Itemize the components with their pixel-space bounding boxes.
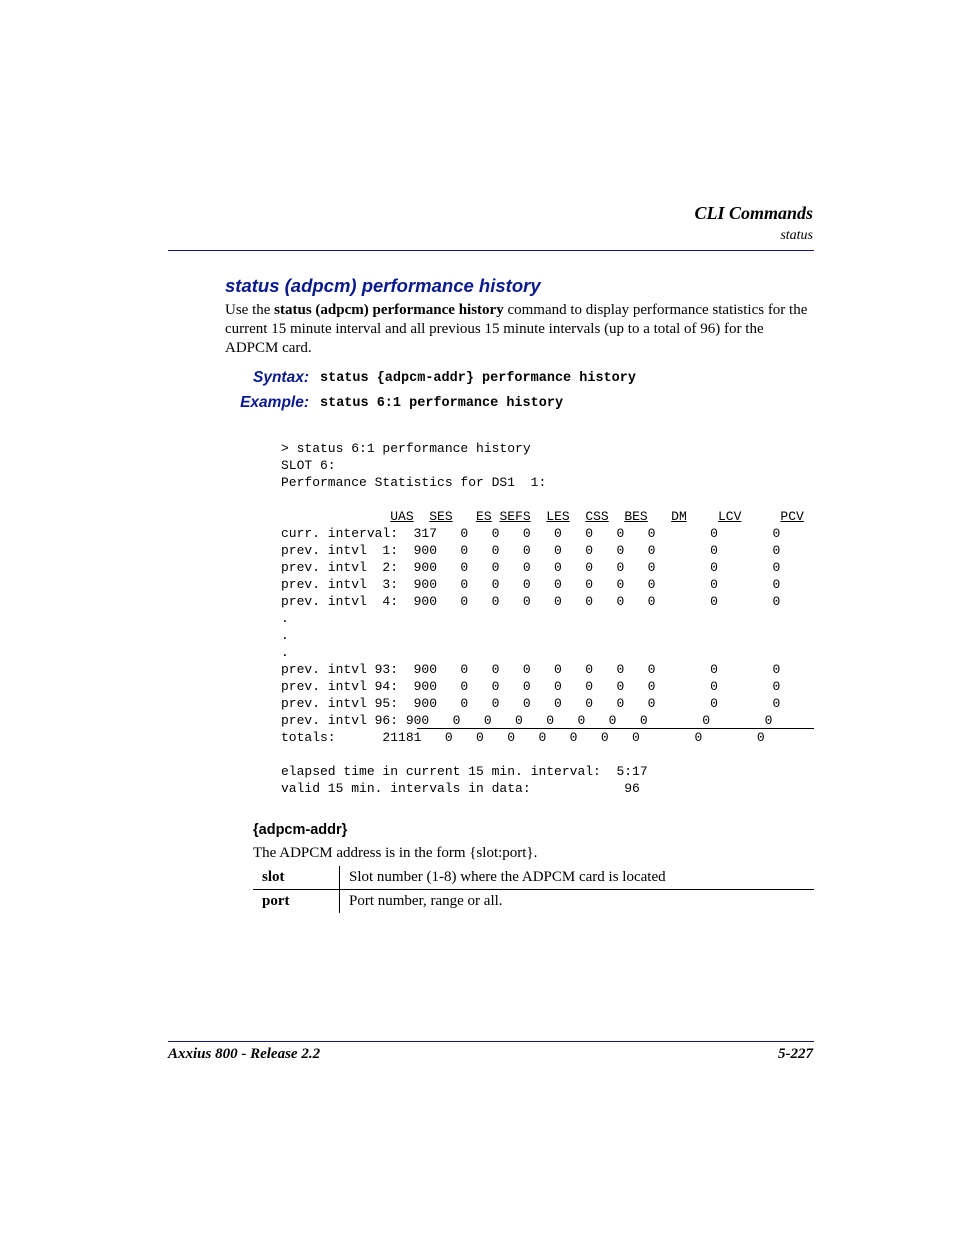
header-rule bbox=[168, 250, 814, 251]
col-pcv: PCV bbox=[780, 509, 804, 524]
output-ellipsis: . bbox=[281, 611, 289, 626]
output-ellipsis: . bbox=[281, 628, 289, 643]
param-key: slot bbox=[253, 866, 340, 890]
output-column-header bbox=[281, 508, 804, 525]
param-key: port bbox=[253, 890, 340, 914]
output-row: prev. intvl 95: 900 0 0 0 0 0 0 0 0 0 bbox=[281, 696, 781, 711]
param-value: Port number, range or all. bbox=[349, 893, 503, 909]
intro-text-post: command to display performance statistics for the current 15 minute interval and all previous 15 minute intervals (up to a total of 96) for the ADPCM card. bbox=[225, 302, 808, 356]
running-header-title: CLI Commands bbox=[694, 203, 813, 223]
totals-underline bbox=[417, 728, 814, 729]
footer-page-number: 5-227 bbox=[778, 1046, 813, 1062]
command-output bbox=[281, 440, 804, 797]
col-sefs: SEFS bbox=[499, 509, 531, 524]
example-command: status 6:1 performance history bbox=[320, 396, 564, 411]
output-row: prev. intvl 4: 900 0 0 0 0 0 0 0 0 0 bbox=[281, 594, 781, 609]
running-header-subtitle: status bbox=[780, 228, 813, 243]
col-dm: DM bbox=[671, 509, 687, 524]
output-elapsed: elapsed time in current 15 min. interval: 5:17 bbox=[281, 764, 648, 779]
output-row: prev. intvl 3: 900 0 0 0 0 0 0 0 0 0 bbox=[281, 577, 781, 592]
col-bes: BES bbox=[624, 509, 648, 524]
output-line: Performance Statistics for DS1 1: bbox=[281, 475, 547, 490]
output-valid: valid 15 min. intervals in data: 96 bbox=[281, 781, 640, 796]
syntax-label: Syntax: bbox=[253, 369, 309, 386]
output-row: prev. intvl 1: 900 0 0 0 0 0 0 0 0 0 bbox=[281, 543, 781, 558]
intro-command-name: status (adpcm) performance history bbox=[274, 302, 504, 318]
table-row bbox=[253, 890, 814, 914]
output-blank bbox=[281, 491, 804, 508]
footer-product: Axxius 800 - Release 2.2 bbox=[168, 1046, 321, 1062]
example-label: Example: bbox=[240, 394, 309, 411]
param-value: Slot number (1-8) where the ADPCM card is located bbox=[340, 866, 815, 890]
syntax-command: status {adpcm-addr} performance history bbox=[320, 371, 636, 386]
col-css: CSS bbox=[585, 509, 609, 524]
intro-paragraph bbox=[225, 301, 814, 358]
output-row: curr. interval: 317 0 0 0 0 0 0 0 0 0 bbox=[281, 526, 781, 541]
col-ses: SES bbox=[429, 509, 453, 524]
col-uas: UAS bbox=[390, 509, 414, 524]
output-row: prev. intvl 2: 900 0 0 0 0 0 0 0 0 0 bbox=[281, 560, 781, 575]
section-title: status (adpcm) performance history bbox=[225, 275, 541, 296]
param-description: The ADPCM address is in the form {slot:port}. bbox=[253, 845, 538, 861]
output-row: prev. intvl 93: 900 0 0 0 0 0 0 0 0 0 bbox=[281, 662, 781, 677]
output-blank bbox=[281, 746, 804, 763]
output-line: SLOT 6: bbox=[281, 458, 336, 473]
output-row-last: prev. intvl 96: 900 0 0 0 0 0 0 0 0 0 bbox=[281, 712, 804, 729]
param-table bbox=[253, 866, 814, 913]
output-ellipsis: . bbox=[281, 645, 289, 660]
col-les: LES bbox=[546, 509, 570, 524]
col-es: ES bbox=[476, 509, 492, 524]
output-row: prev. intvl 94: 900 0 0 0 0 0 0 0 0 0 bbox=[281, 679, 781, 694]
col-lcv: LCV bbox=[717, 509, 742, 524]
output-line: > status 6:1 performance history bbox=[281, 441, 531, 456]
param-title: {adpcm-addr} bbox=[253, 822, 348, 838]
footer-rule bbox=[168, 1041, 814, 1042]
output-totals: totals: 21181 0 0 0 0 0 0 0 0 0 bbox=[281, 730, 765, 745]
intro-text-pre: Use the bbox=[225, 302, 275, 318]
table-row bbox=[253, 866, 814, 890]
